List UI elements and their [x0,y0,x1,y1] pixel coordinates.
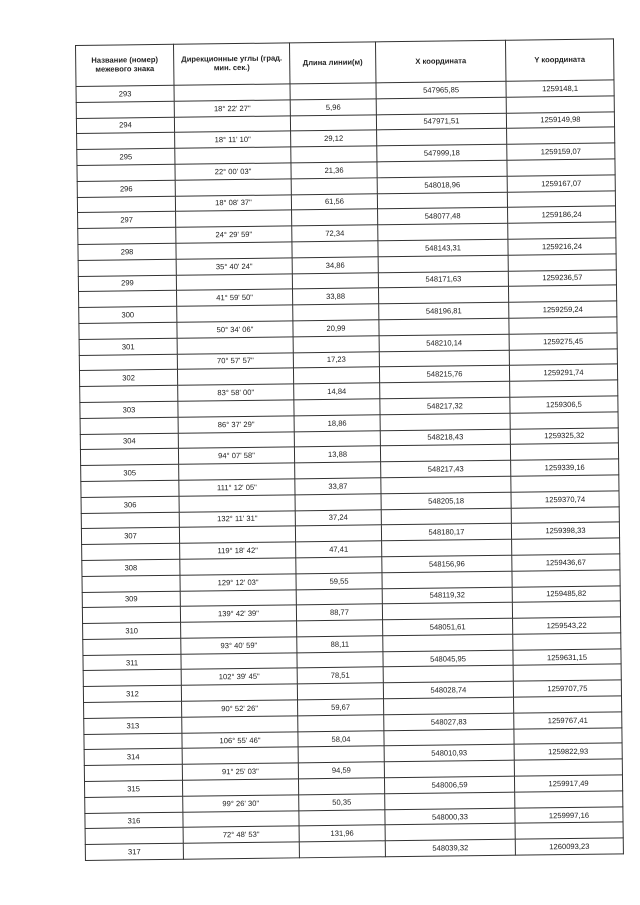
point-name: 304 [80,433,178,450]
line-length: 33,88 [292,288,378,305]
length-cell [297,651,383,668]
point-name: 305 [81,464,179,481]
line-length: 58,04 [298,730,384,747]
point-name: 302 [79,370,177,387]
x-empty [384,697,514,714]
angle-cell [179,463,295,480]
length-cell [295,525,381,542]
y-coordinate: 1259325,32 [510,427,618,444]
point-name: 309 [82,591,180,608]
length-cell [296,557,382,574]
x-empty [380,413,510,430]
y-coordinate: 1259159,07 [507,143,615,160]
angle-cell [174,84,290,101]
x-empty [378,287,508,304]
direction-angle: 86° 37' 29" [178,416,294,433]
point-name-empty [83,638,181,655]
direction-angle: 119° 18' 42" [180,542,296,559]
point-name-empty [85,828,183,845]
y-coordinate: 1259707,75 [513,680,621,697]
angle-cell [179,495,295,512]
angle-cell [183,842,299,859]
y-coordinate: 1259275,45 [509,333,617,350]
y-coordinate: 1259543,22 [513,617,621,634]
point-name: 306 [81,496,179,513]
header-y: Y координата [505,39,613,81]
x-coordinate: 548215,76 [379,366,509,383]
direction-angle: 50° 34' 06" [177,321,293,338]
x-coordinate: 548077,48 [378,208,508,225]
line-length: 94,59 [298,762,384,779]
angle-cell [178,400,294,417]
length-cell [290,114,376,131]
angle-cell [175,147,291,164]
line-length: 59,67 [298,699,384,716]
x-coordinate: 548143,31 [378,239,508,256]
line-length: 20,99 [293,320,379,337]
length-cell [299,841,385,858]
point-name: 311 [83,654,181,671]
y-empty [508,222,616,239]
header-name: Название (номер) межевого знака [76,44,174,86]
point-name-empty [81,480,179,497]
point-name-empty [80,449,178,466]
point-name-empty [79,291,177,308]
angle-cell [181,684,297,701]
length-cell [291,178,377,195]
point-name-empty [82,575,180,592]
point-name-empty [85,796,183,813]
y-coordinate: 1259631,15 [513,649,621,666]
x-empty [380,445,510,462]
x-empty [376,97,506,114]
x-empty [379,350,509,367]
y-empty [512,538,620,555]
x-coordinate: 548018,96 [377,176,507,193]
point-name-empty [82,543,180,560]
line-length: 59,55 [296,572,382,589]
line-length: 131,96 [299,825,385,842]
angle-cell [174,115,290,132]
direction-angle: 35° 40' 24" [176,258,292,275]
angle-cell [179,526,295,543]
point-name-empty [78,259,176,276]
point-name: 314 [84,749,182,766]
line-length: 50,35 [299,794,385,811]
direction-angle: 90° 52' 26" [182,700,298,717]
y-coordinate: 1259370,74 [511,491,619,508]
point-name: 293 [76,85,174,102]
angle-cell [180,558,296,575]
direction-angle: 99° 26' 30" [183,795,299,812]
point-name-empty [81,512,179,529]
length-cell [297,683,383,700]
y-empty [511,475,619,492]
point-name: 298 [78,243,176,260]
length-cell [293,304,379,321]
direction-angle: 91° 25' 03" [182,763,298,780]
y-coordinate: 1259917,49 [514,775,622,792]
x-coordinate: 548006,59 [384,776,514,793]
direction-angle: 93° 40' 59" [181,637,297,654]
point-name-empty [78,227,176,244]
angle-cell [178,431,294,448]
direction-angle: 72° 48' 53" [183,826,299,843]
line-length: 21,36 [291,162,377,179]
point-name-empty [83,670,181,687]
y-coordinate: 1259148,1 [506,80,614,97]
point-name: 313 [84,717,182,734]
y-coordinate: 1259306,5 [510,396,618,413]
x-empty [379,318,509,335]
point-name: 294 [76,117,174,134]
direction-angle: 70° 57' 57" [177,352,293,369]
y-empty [514,696,622,713]
angle-cell [176,210,292,227]
line-length: 29,12 [291,130,377,147]
x-coordinate: 548039,32 [385,839,515,856]
length-cell [298,778,384,795]
length-cell [290,83,376,100]
point-name: 312 [83,686,181,703]
direction-angle: 111° 12' 05" [179,479,295,496]
angle-cell [176,242,292,259]
header-x: X координата [375,40,505,83]
y-empty [506,96,614,113]
point-name: 300 [79,306,177,323]
x-coordinate: 548217,32 [380,397,510,414]
line-length: 37,24 [295,509,381,526]
line-length: 33,87 [295,478,381,495]
y-coordinate: 1259767,41 [514,712,622,729]
direction-angle: 24° 29' 59" [176,226,292,243]
x-empty [382,539,512,556]
length-cell [297,620,383,637]
y-empty [514,759,622,776]
x-coordinate: 548010,93 [384,745,514,762]
line-length: 14,84 [294,383,380,400]
direction-angle: 22° 00' 03" [175,163,291,180]
direction-angle: 132° 11' 31" [179,510,295,527]
x-coordinate: 548205,18 [381,492,511,509]
table-header-row [76,39,614,87]
y-coordinate: 1259339,16 [511,459,619,476]
point-name-empty [80,385,178,402]
angle-cell [177,305,293,322]
x-coordinate: 548156,96 [382,555,512,572]
point-name-empty [84,701,182,718]
x-coordinate: 548119,32 [382,587,512,604]
line-length: 18,86 [294,415,380,432]
angle-cell [181,621,297,638]
line-length: 88,11 [297,636,383,653]
y-coordinate: 1259291,74 [509,364,617,381]
y-empty [512,570,620,587]
y-coordinate: 1259822,93 [514,743,622,760]
direction-angle: 106° 55' 46" [182,731,298,748]
direction-angle: 94° 07' 58" [178,447,294,464]
direction-angle: 129° 12' 03" [180,574,296,591]
y-empty [510,412,618,429]
direction-angle: 83° 58' 00" [178,384,294,401]
line-length: 88,77 [296,604,382,621]
x-empty [385,792,515,809]
y-coordinate: 1259186,24 [508,206,616,223]
line-length: 13,88 [294,446,380,463]
x-coordinate: 547999,18 [377,144,507,161]
angle-cell [182,747,298,764]
point-name: 295 [77,148,175,165]
x-empty [385,824,515,841]
y-empty [515,791,623,808]
point-name: 316 [85,812,183,829]
direction-angle: 18° 11' 10" [175,131,291,148]
x-coordinate: 548000,33 [385,808,515,825]
point-name-empty [77,133,175,150]
point-name-empty [84,765,182,782]
y-empty [515,822,623,839]
x-empty [377,192,507,209]
document-page [75,38,623,857]
x-empty [384,729,514,746]
x-coordinate: 548180,17 [381,524,511,541]
x-coordinate: 548210,14 [379,334,509,351]
y-coordinate: 1259167,07 [507,175,615,192]
x-empty [382,571,512,588]
x-coordinate: 548196,81 [379,302,509,319]
x-empty [382,602,512,619]
point-name: 307 [81,528,179,545]
length-cell [296,588,382,605]
point-name-empty [80,417,178,434]
direction-angle: 41° 59' 50" [177,289,293,306]
angle-cell [182,716,298,733]
angle-cell [182,779,298,796]
y-empty [507,159,615,176]
length-cell [292,241,378,258]
x-empty [383,666,513,683]
length-cell [295,462,381,479]
y-coordinate: 1259236,57 [508,269,616,286]
line-length: 34,86 [292,257,378,274]
x-empty [384,760,514,777]
angle-cell [176,273,292,290]
x-coordinate: 548028,74 [383,681,513,698]
point-name: 297 [78,212,176,229]
x-empty [377,129,507,146]
point-name-empty [76,101,174,118]
angle-cell [183,810,299,827]
length-cell [298,715,384,732]
y-empty [510,443,618,460]
angle-cell [177,368,293,385]
x-empty [383,634,513,651]
point-name-empty [79,322,177,339]
y-coordinate: 1259398,33 [511,522,619,539]
y-coordinate: 1259149,98 [506,112,614,129]
x-coordinate: 548171,63 [378,271,508,288]
y-coordinate: 1259216,24 [508,238,616,255]
direction-angle: 18° 08' 37" [175,194,291,211]
point-name: 317 [85,843,183,860]
x-coordinate: 548217,43 [381,460,511,477]
x-empty [380,381,510,398]
y-empty [507,190,615,207]
angle-cell [180,589,296,606]
point-name-empty [79,354,177,371]
line-length: 61,56 [291,193,377,210]
x-coordinate: 548051,61 [383,618,513,635]
y-empty [513,664,621,681]
x-coordinate: 547965,85 [376,81,506,98]
y-coordinate: 1259485,82 [512,585,620,602]
direction-angle: 102° 39' 45" [181,668,297,685]
line-length: 17,23 [293,351,379,368]
point-name: 315 [84,780,182,797]
direction-angle: 139° 42' 39" [180,605,296,622]
x-coordinate: 548027,83 [384,713,514,730]
x-coordinate: 547971,51 [376,113,506,130]
y-coordinate: 1259997,16 [515,807,623,824]
point-name-empty [77,164,175,181]
direction-angle: 18° 22' 27" [174,100,290,117]
y-empty [509,317,617,334]
length-cell [293,336,379,353]
x-coordinate: 548218,43 [380,429,510,446]
header-length: Длина линии(м) [289,42,375,84]
angle-cell [175,179,291,196]
angle-cell [177,337,293,354]
point-name: 301 [79,338,177,355]
line-length: 47,41 [296,541,382,558]
length-cell [295,494,381,511]
angle-cell [181,653,297,670]
length-cell [292,272,378,289]
length-cell [293,367,379,384]
point-name-empty [82,607,180,624]
point-name: 296 [77,180,175,197]
length-cell [292,209,378,226]
y-empty [511,506,619,523]
line-length: 72,34 [292,225,378,242]
y-empty [514,728,622,745]
x-empty [381,508,511,525]
x-empty [377,160,507,177]
point-name-empty [84,733,182,750]
y-empty [513,633,621,650]
point-name: 303 [80,401,178,418]
y-coordinate: 1259436,67 [512,554,620,571]
length-cell [299,809,385,826]
header-angle: Дирекционные углы (град. мин. сек.) [173,43,289,85]
y-empty [508,254,616,271]
y-empty [512,601,620,618]
y-coordinate: 1259259,24 [509,301,617,318]
point-name: 299 [78,275,176,292]
y-empty [507,127,615,144]
length-cell [291,146,377,163]
point-name: 310 [83,622,181,639]
coordinates-table [75,38,624,861]
y-coordinate: 1260093,23 [515,838,623,855]
length-cell [294,399,380,416]
x-empty [378,255,508,272]
x-coordinate: 548045,95 [383,650,513,667]
y-empty [510,380,618,397]
length-cell [298,746,384,763]
x-empty [381,476,511,493]
point-name: 308 [82,559,180,576]
y-empty [508,285,616,302]
x-empty [378,223,508,240]
y-empty [509,348,617,365]
point-name-empty [77,196,175,213]
length-cell [294,430,380,447]
line-length: 5,96 [290,99,376,116]
line-length: 78,51 [297,667,383,684]
